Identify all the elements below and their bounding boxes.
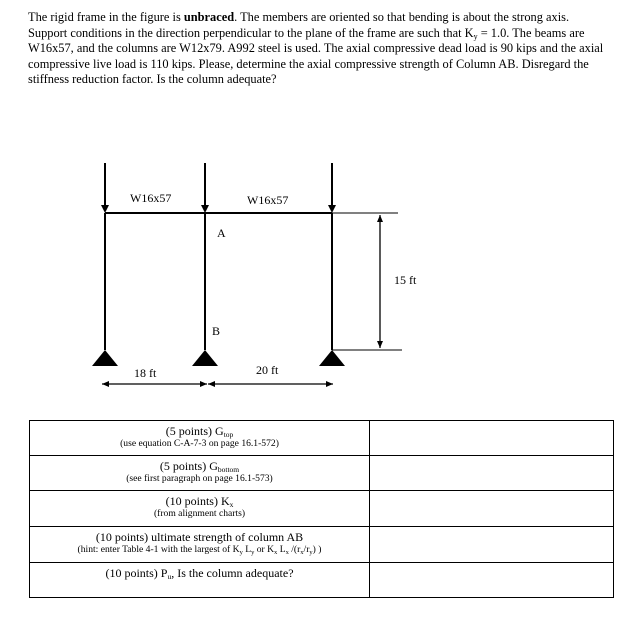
answer-cell-pu[interactable] (370, 563, 614, 598)
table-row (30, 527, 614, 563)
table-row (30, 491, 614, 527)
answer-table (29, 420, 614, 598)
answer-cell-kx[interactable] (370, 491, 614, 527)
beam-right-label: W16x57 (247, 193, 289, 207)
problem-text: The rigid frame in the figure is unbraced. The members are oriented so that bending is about the strong axis. Support conditions in the direction perpendicular to the plane of the frame are such that $K_y = 1.0$. The beams are W16x57, and the columns are W12x79. A992 steel is used. The axial compressive dead load is 90 kips and the axial compressive live load is 110 kips. Please, determine the axial compressive strength of Column AB. Disregard the stiffness reduction factor. Is the column adequate? (28, 10, 604, 87)
question-cell: (10 points) ultimate strength of column AB (hint: enter Table 4-1 with the largest of $K_y$ $L_y$ or $K_x$ $L_x$ $/(r_x/r_y)$ ) (30, 527, 370, 563)
question-cell: (10 points) $P_u$, Is the column adequate? (30, 563, 370, 598)
span-left-label: 18 ft (134, 366, 157, 380)
question-cell: (5 points) $G_{bottom}$ (see first paragraph on page 16.1-573) (30, 456, 370, 491)
answer-cell-g-bottom[interactable] (370, 456, 614, 491)
pin-support-left (92, 350, 118, 366)
answer-cell-ultimate-strength[interactable] (370, 527, 614, 563)
question-cell: (5 points) $G_{top}$ (use equation C-A-7-3 on page 16.1-572) (30, 421, 370, 456)
table-row (30, 456, 614, 491)
table-row (30, 421, 614, 456)
load-arrow-right (328, 163, 336, 213)
span-right-label: 20 ft (256, 363, 279, 377)
answer-cell-g-top[interactable] (370, 421, 614, 456)
table-row (30, 563, 614, 598)
point-a-label: A (217, 226, 226, 240)
pin-support-right (319, 350, 345, 366)
load-arrow-left (101, 163, 109, 213)
beam-left-label: W16x57 (130, 191, 172, 205)
pin-support-middle (192, 350, 218, 366)
load-arrow-middle (201, 163, 209, 213)
point-b-label: B (212, 324, 221, 338)
question-cell: (10 points) $K_x$ (from alignment charts) (30, 491, 370, 527)
unbraced-emphasis: unbraced (183, 10, 235, 24)
height-label: 15 ft (394, 273, 417, 287)
